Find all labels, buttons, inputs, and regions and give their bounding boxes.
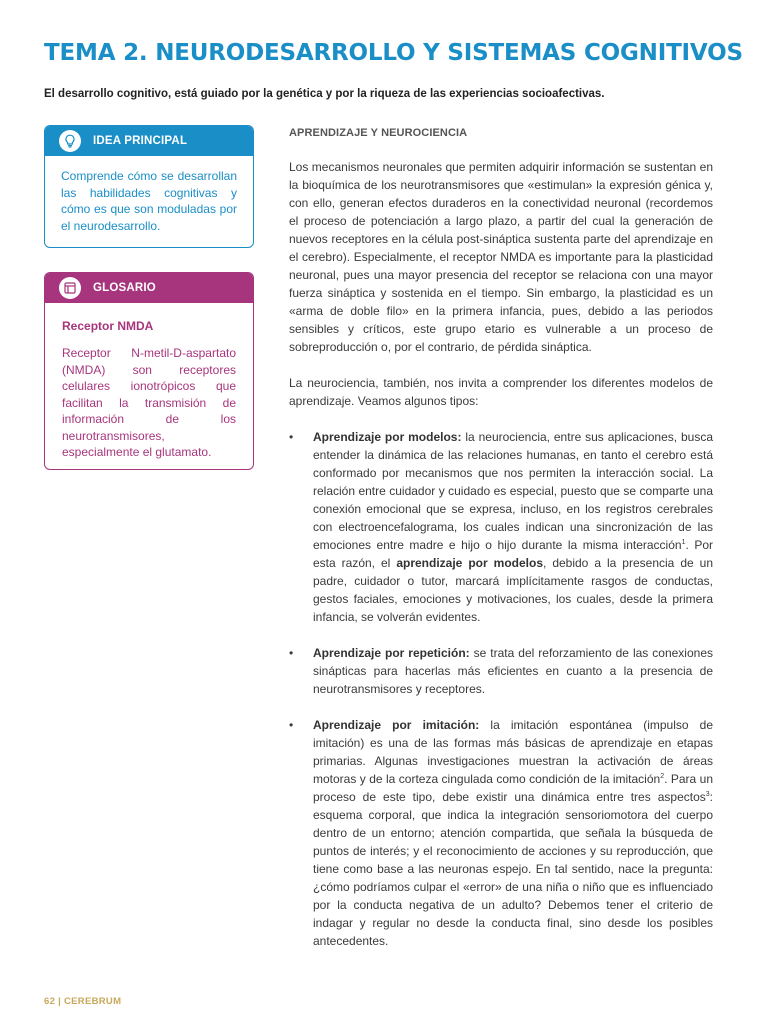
paragraph-types: La neurociencia, también, nos invita a comprender los diferentes modelos de aprendizaje. Veamos algunos tipos: [289,376,713,408]
item-text: se trata del reforzamiento de las conexiones sinápticas para hacerlas más eficientes en cuanto a la presencia de neurotransmisores y receptores. [313,646,713,696]
idea-principal-card [44,125,254,248]
footnote-ref: 2 [660,773,665,780]
idea-principal-label: IDEA PRINCIPAL [93,135,188,147]
item-term: Aprendizaje por repetición: [313,646,470,660]
item-text: , debido a la presencia de un padre, cuidador o tutor, marcará implícitamente rasgos de conductas, gestos faciales, emociones y motivaciones, los cuales, desde la primera infancia, se volverán evidentes. [313,556,713,624]
item-term: aprendizaje por modelos [396,556,543,570]
item-term: Aprendizaje por imitación: [313,718,480,732]
footnote-ref: 1 [681,539,686,546]
glosario-definition: Receptor N-metil-D-aspartato (NMDA) son receptores celulares ionotrópicos que facilitan la transmisión de información de los neurotransmisores, especialmente el glutamato. [62,346,236,460]
bullet-glyph: • [289,430,294,444]
page-footer: 62 | CEREBRUM [44,996,122,1007]
glosario-card [44,272,254,470]
idea-principal-header [45,126,253,156]
section-heading: APRENDIZAJE Y NEUROCIENCIA [289,127,468,139]
item-text: la imitación espontánea (impulso de imitación) es una de las formas más básicas de aprendizaje en etapas primarias. Algunas investigaciones muestran la activación de áreas motoras y de la corteza cingulada como condición de la imitación [313,718,714,786]
page-title: TEMA 2. NEURODESARROLLO Y SISTEMAS COGNITIVOS [44,40,743,66]
paragraph-intro: Los mecanismos neuronales que permiten adquirir información se sustentan en la bioquímica de los neurotransmisores que «estimulan» la expresión génica y, con ello, generan efectos duraderos en la conectividad neuronal (recordemos el proceso de potenciación a largo plazo, a partir del cual la generación de nuevos receptores en la célula post-sináptica sustenta parte del aprendizaje en el cerebro). Especialmente, el receptor NMDA es importante para la plasticidad neuronal, pues una mayor presencia del receptor se relaciona con una mayor fuerza sináptica y sostenida en el tiempo. Sin embargo, la plasticidad es un «arma de doble filo» en la primera infancia, pues, debido a las periodos sensibles y críticos, este grupo etario es vulnerable a un proceso de sobreproducción o, por el contrario, de pérdida sináptica. [289,160,713,354]
item-text: : esquema corporal, que indica la integración sensoriomotora del cuerpo dentro de un entorno; atención compartida, que señala la búsqueda de puntos de interés; y el reconocimiento de acciones y su reproducción, que tiene como base a las neuronas espejo. En tal sentido, nace la pregunta: ¿cómo podríamos culpar el «error» de una niña o niño que es influenciado por la conducta negativa de un adulto? Debemos tener el criterio de indagar y regular no desde la conducta final, sino desde los posibles antecedentes. [313,790,713,948]
list-item [289,428,713,626]
item-text: . Para un proceso de este tipo, debe existir una dinámica entre tres aspectos [313,772,713,804]
footnote-ref: 3 [705,791,710,798]
list-item [289,644,713,698]
book-icon [59,277,81,299]
lightbulb-icon [59,130,81,152]
main-content [289,124,713,968]
item-text: la neurociencia, entre sus aplicaciones, busca entender la dinámica de las relaciones humanas, en tanto el cerebro está conformado por mecanismos que nos permiten la interacción social. La relación entre cuidador y cuidado es especial, puesto que se comparte una conexión emocional que se expresa, incluso, en los registros cerebrales con electroencefalograma, los cuales indican una sincronización de las emociones entre madre e hijo o hijo durante la misma interacción [313,430,713,552]
learning-types-list [289,428,713,950]
glosario-header [45,273,253,303]
bullet-glyph: • [289,646,294,660]
glosario-label: GLOSARIO [93,282,156,294]
item-term: Aprendizaje por modelos: [313,430,462,444]
glosario-term: Receptor NMDA [62,319,154,333]
bullet-glyph: • [289,718,294,732]
list-item [289,716,713,950]
page-subtitle: El desarrollo cognitivo, está guiado por la genética y por la riqueza de las experiencias socioafectivas. [44,88,605,100]
item-text: . Por esta razón, el [313,538,713,570]
idea-principal-text: Comprende cómo se desarrollan las habilidades cognitivas y cómo es que son moduladas por el neurodesarrollo. [61,169,237,233]
